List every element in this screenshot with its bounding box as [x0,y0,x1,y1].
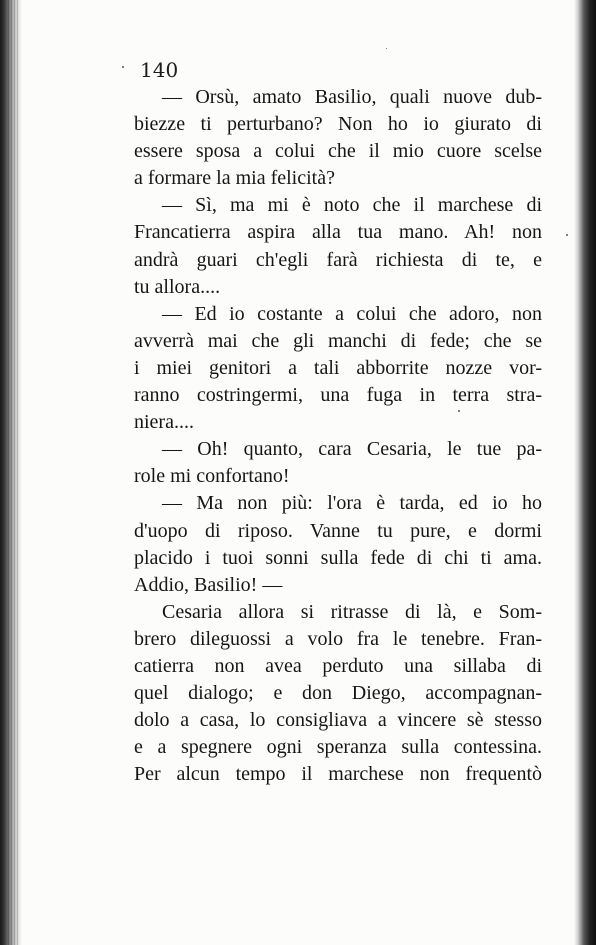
text-line: niera.... [134,411,194,434]
binding-edge-texture [8,0,18,945]
text-line: — Ed io costante a colui che adoro, non [162,302,542,325]
text-line: e a spegnere ogni speranza sulla contessina. [134,736,542,759]
text-line: dolo a casa, lo consigliava a vincere sè stesso [134,709,542,732]
text-line: — Ma non più: l'ora è tarda, ed io ho [162,492,542,515]
text-line: placido i tuoi sonni sulla fede di chi ti ama. [134,546,542,569]
page-number: 140 [140,58,179,82]
ink-speck [122,66,124,68]
text-line: a formare la mia felicità? [134,167,335,190]
text-line: catierra non avea perduto una sillaba di [134,654,542,677]
ink-speck [566,234,568,236]
text-line: — Orsù, amato Basilio, quali nuove dub- [162,86,542,108]
body-text [134,84,542,788]
text-line: avverrà mai che gli manchi di fede; che se [134,329,542,352]
text-line: tu allora.... [134,275,221,298]
text-line: ranno costringermi, una fuga in terra stra- [134,384,542,407]
text-line: i miei genitori a tali abborrite nozze vor- [134,356,542,379]
text-line: — Oh! quanto, cara Cesaria, le tue pa- [162,438,542,461]
text-line: brero dileguossi a volo fra le tenebre. Fran- [134,627,542,650]
text-line: essere sposa a colui che il mio cuore scelse [134,140,542,163]
text-line: Per alcun tempo il marchese non frequentò [134,763,542,786]
text-line: andrà guari ch'egli farà richiesta di te, e [134,248,542,271]
text-line: — Sì, ma mi è noto che il marchese di [162,194,542,217]
text-line: quel dialogo; e don Diego, accompagnan- [134,682,542,705]
page-edge [574,0,596,945]
text-line: Cesaria allora si ritrasse di là, e Som- [162,600,542,623]
text-line: d'uopo di riposo. Vanne tu pure, e dormi [134,519,542,542]
ink-speck [386,48,387,49]
text-line: role mi confortano! [134,465,290,488]
text-line: biezze ti perturbano? Non ho io giurato di [134,113,542,136]
text-line: Francatierra aspira alla tua mano. Ah! non [134,221,542,244]
text-line: Addio, Basilio! — [134,573,283,596]
